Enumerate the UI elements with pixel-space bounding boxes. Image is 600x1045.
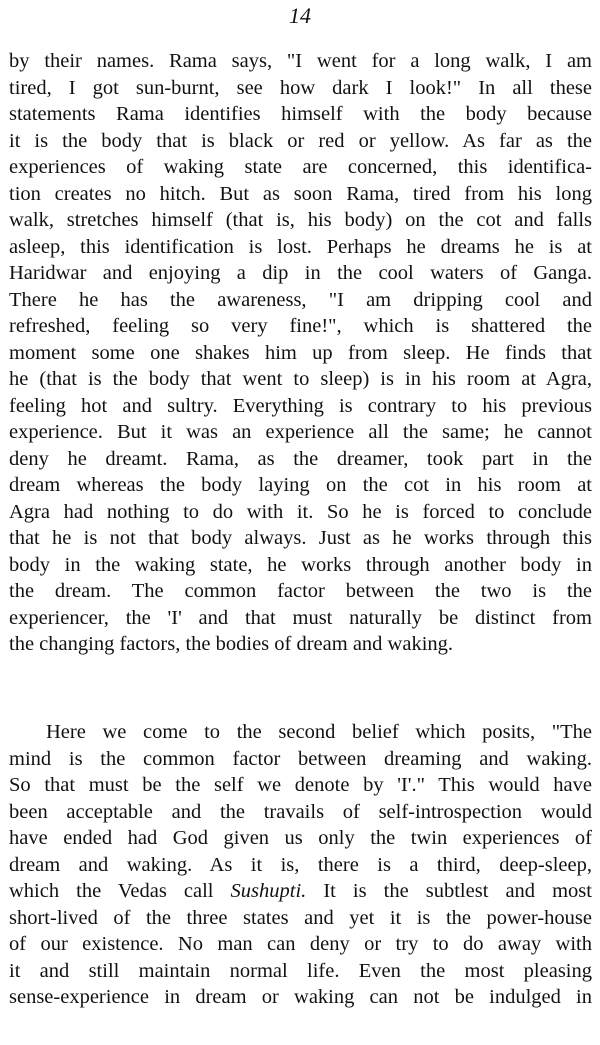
- text-line: it is the body that is black or red or yellow. As far as the: [9, 129, 592, 152]
- text-line: he (that is the body that went to sleep) is in his room at Agra,: [9, 368, 592, 390]
- text-segment: It is the subtlest and most: [306, 880, 592, 902]
- sanskrit-term: Sushupti.: [230, 880, 307, 902]
- text-line: dream and waking. As it is, there is a third, deep-sleep,: [9, 853, 592, 876]
- text-line: walk, stretches himself (that is, his body) on the cot and falls: [9, 209, 592, 231]
- text-line: dream whereas the body laying on the cot in his room at: [9, 474, 592, 496]
- text-line: Agra had nothing to do with it. So he is forced to conclude: [9, 500, 592, 523]
- text-line: So that must be the self we denote by 'I'." This would have: [9, 774, 592, 796]
- text-line: sense-experience in dream or waking can not be indulged in: [9, 986, 592, 1008]
- text-line-with-term: [9, 878, 592, 905]
- text-line: of our existence. No man can deny or try to do away with: [9, 933, 592, 955]
- text-line: it and still maintain normal life. Even the most pleasing: [9, 959, 592, 982]
- text-line: experience. But it was an experience all the same; he cannot: [9, 421, 592, 443]
- text-segment: which the Vedas call: [9, 880, 231, 902]
- text-line: statements Rama identifies himself with the body because: [9, 103, 592, 125]
- text-line: mind is the common factor between dreaming and waking.: [9, 747, 592, 770]
- text-line: Haridwar and enjoying a dip in the cool waters of Ganga.: [9, 262, 592, 284]
- text-line: the changing factors, the bodies of dream and waking.: [9, 633, 454, 655]
- text-line: deny he dreamt. Rama, as the dreamer, took part in the: [9, 447, 592, 470]
- text-line: refreshed, feeling so very fine!", which is shattered the: [9, 315, 592, 337]
- text-line: by their names. Rama says, "I went for a long walk, I am: [9, 50, 592, 72]
- text-line: short-lived of the three states and yet it is the power-house: [9, 906, 592, 929]
- text-line: moment some one shakes him up from sleep. He finds that: [9, 341, 592, 364]
- text-line: have ended had God given us only the twin experiences of: [9, 827, 592, 849]
- text-line: Here we come to the second belief which posits, "The: [46, 721, 592, 743]
- text-line: been acceptable and the travails of self-introspection would: [9, 800, 592, 823]
- text-line: that he is not that body always. Just as he works through this: [9, 527, 592, 549]
- paragraph-1: [9, 48, 592, 658]
- page-number: 14: [289, 3, 311, 28]
- text-line: There he has the awareness, "I am dripping cool and: [9, 288, 592, 311]
- text-line: tired, I got sun-burnt, see how dark I look!" In all these: [9, 76, 592, 99]
- text-line: tion creates no hitch. But as soon Rama, tired from his long: [9, 182, 592, 205]
- text-line: experiences of waking state are concerned, this identifica-: [9, 156, 592, 178]
- text-line: feeling hot and sultry. Everything is contrary to his previous: [9, 394, 592, 417]
- text-line: asleep, this identification is lost. Perhaps he dreams he is at: [9, 235, 592, 258]
- text-line: experiencer, the 'I' and that must naturally be distinct from: [9, 606, 592, 629]
- paragraph-2: [9, 719, 592, 1011]
- text-line: body in the waking state, he works through another body in: [9, 553, 592, 576]
- text-line: the dream. The common factor between the two is the: [9, 580, 592, 602]
